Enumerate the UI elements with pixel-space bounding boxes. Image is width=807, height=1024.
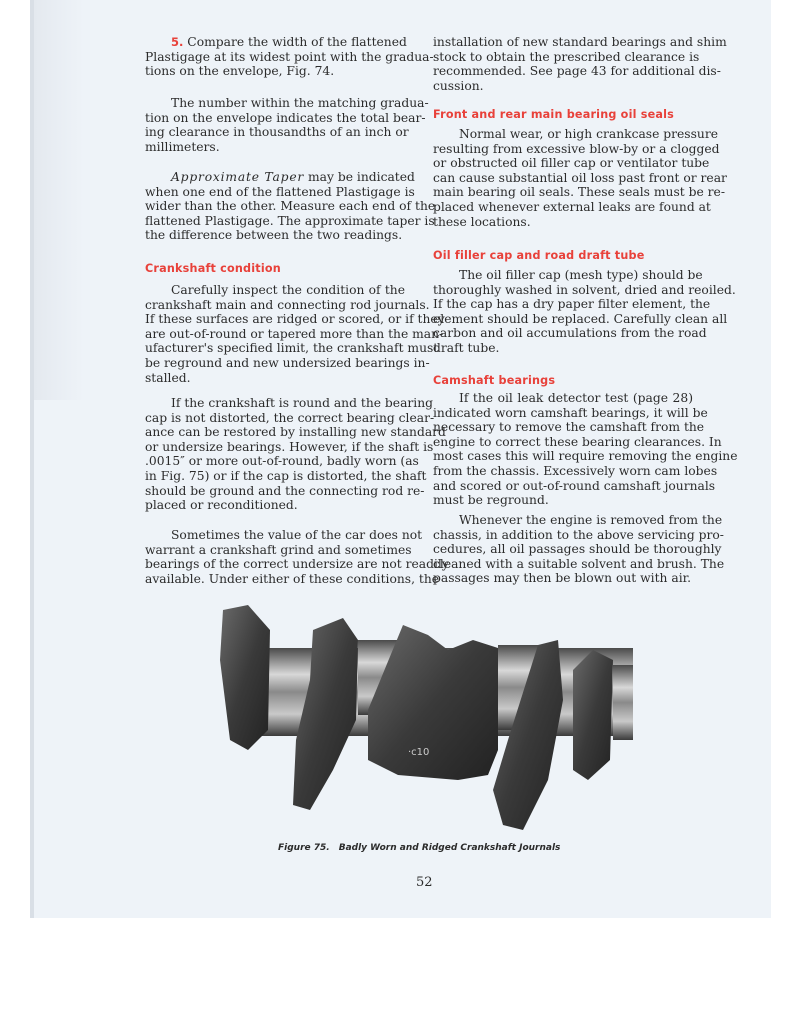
text-line: installation of new standard bearings and shim	[433, 35, 727, 49]
section-heading: Camshaft bearings	[433, 374, 556, 387]
text-line: crankshaft main and connecting rod journals.	[145, 297, 430, 312]
text-line: most cases this will require removing the engine	[433, 449, 738, 464]
text-line: and scored or out-of-round camshaft journals	[433, 478, 716, 493]
text-line: flattened Plastigage. The approximate taper is	[145, 213, 435, 228]
italic-term: Approximate Taper	[171, 170, 305, 184]
text-line: passages may then be blown out with air.	[433, 571, 692, 586]
text-run: Compare the width of the flattened	[187, 35, 407, 49]
text-line: recommended. See page 43 for additional dis-	[433, 64, 721, 79]
text-line: The oil filler cap (mesh type) should be	[459, 268, 703, 282]
text-line: Carefully inspect the condition of the	[171, 283, 405, 297]
text-line: should be ground and the connecting rod re-	[145, 483, 425, 498]
text-line: Normal wear, or high crankcase pressure	[459, 127, 719, 141]
text-line: Sometimes the value of the car does not	[171, 528, 423, 542]
text-line: tions on the envelope, Fig. 74.	[145, 64, 335, 79]
text-line: placed whenever external leaks are found at	[433, 199, 711, 214]
text-line: necessary to remove the camshaft from the	[433, 420, 705, 435]
crank-web	[220, 605, 270, 750]
text-line: warrant a crankshaft grind and sometimes	[145, 542, 412, 557]
text-line: in Fig. 75) or if the cap is distorted, the shaft	[145, 468, 427, 483]
figure-title: Badly Worn and Ridged Crankshaft Journals	[338, 843, 561, 853]
text-line: cap is not distorted, the correct bearing clear-	[145, 410, 435, 425]
text-line: or undersize bearings. However, if the shaft is	[145, 439, 434, 454]
text-line: element should be replaced. Carefully clean all	[433, 311, 728, 326]
paragraph	[145, 396, 446, 513]
text-line: the difference between the two readings.	[145, 228, 403, 243]
text-line: draft tube.	[433, 340, 500, 355]
paragraph	[145, 170, 436, 243]
text-line: Plastigage at its widest point with the gradua-	[145, 49, 434, 64]
text-line: The number within the matching gradua-	[171, 96, 429, 110]
text-line: chassis, in addition to the above servicing pro-	[433, 527, 724, 542]
text-line: thoroughly washed in solvent, dried and reoiled.	[433, 282, 736, 297]
text-line: available. Under either of these conditions, the	[145, 571, 440, 586]
text-line: wider than the other. Measure each end of the	[145, 199, 436, 214]
text-line: bearings of the correct undersize are not readily	[145, 557, 449, 572]
text-line: tion on the envelope indicates the total bear-	[145, 110, 426, 125]
text-line: stalled.	[145, 370, 191, 385]
text-line: these locations.	[433, 214, 531, 229]
text-line: If the crankshaft is round and the bearing	[171, 396, 434, 410]
section-heading: Front and rear main bearing oil seals	[433, 108, 675, 121]
paragraph	[145, 283, 445, 385]
text-line: ance can be restored by installing new standard	[145, 425, 446, 440]
text-line: ing clearance in thousandths of an inch or	[145, 125, 409, 140]
text-line: from the chassis. Excessively worn cam lobes	[433, 463, 718, 478]
text-line: engine to correct these bearing clearances. In	[433, 434, 722, 449]
section-heading: Oil filler cap and road draft tube	[433, 249, 645, 262]
text-run: may be indicated	[304, 170, 415, 184]
text-line: .0015″ or more out-of-round, badly worn (as	[145, 454, 419, 469]
text-line: If the cap has a dry paper filter element, the	[433, 297, 711, 312]
text-line: If these surfaces are ridged or scored, or if they	[145, 312, 445, 327]
text-line: cussion.	[433, 78, 484, 93]
text-line: or obstructed oil filler cap or ventilator tube	[433, 156, 710, 171]
text-line: millimeters.	[145, 139, 220, 154]
paragraph	[433, 35, 727, 93]
paragraph	[145, 35, 434, 79]
page-number: 52	[416, 875, 433, 890]
paragraph	[433, 391, 738, 508]
text-line: can cause substantial oil loss past front or rear	[433, 170, 727, 185]
text-line: carbon and oil accumulations from the road	[433, 326, 707, 341]
paragraph	[433, 127, 727, 229]
text-line: stock to obtain the prescribed clearance is	[433, 49, 700, 64]
paragraph	[433, 513, 725, 586]
text-line: must be reground.	[433, 493, 549, 508]
crank-web	[293, 618, 358, 810]
crankshaft-photo	[218, 600, 633, 835]
text-line: cleaned with a suitable solvent and brush. The	[433, 556, 725, 571]
paragraph	[433, 268, 736, 356]
text-line: indicated worn camshaft bearings, it will be	[433, 405, 708, 420]
text-line: cedures, all oil passages should be thoroughly	[433, 542, 722, 557]
text-line: are out-of-round or tapered more than the man-	[145, 326, 444, 341]
text-line	[145, 170, 415, 185]
text-line: main bearing oil seals. These seals must be re-	[433, 185, 725, 200]
text-line: when one end of the flattened Plastigage is	[145, 184, 415, 199]
section-heading: Crankshaft condition	[145, 262, 281, 275]
paragraph	[145, 96, 429, 154]
text-line: placed or reconditioned.	[145, 498, 298, 513]
paragraph	[145, 528, 449, 586]
crank-web	[573, 650, 613, 780]
text-line	[145, 35, 405, 50]
text-line: ufacturer's specified limit, the crankshaft must	[145, 341, 439, 356]
text-line: be reground and new undersized bearings in-	[145, 355, 430, 370]
text-line: resulting from excessive blow-by or a clogged	[433, 141, 720, 156]
svg-text:·c10: ·c10	[408, 747, 430, 758]
scan-shadow	[34, 0, 84, 400]
text-line: Whenever the engine is removed from the	[459, 513, 723, 527]
figure-label: Figure 75.	[278, 843, 330, 853]
figure-caption	[278, 843, 560, 853]
text-line: If the oil leak detector test (page 28)	[459, 391, 693, 405]
step-number: 5.	[171, 35, 184, 49]
